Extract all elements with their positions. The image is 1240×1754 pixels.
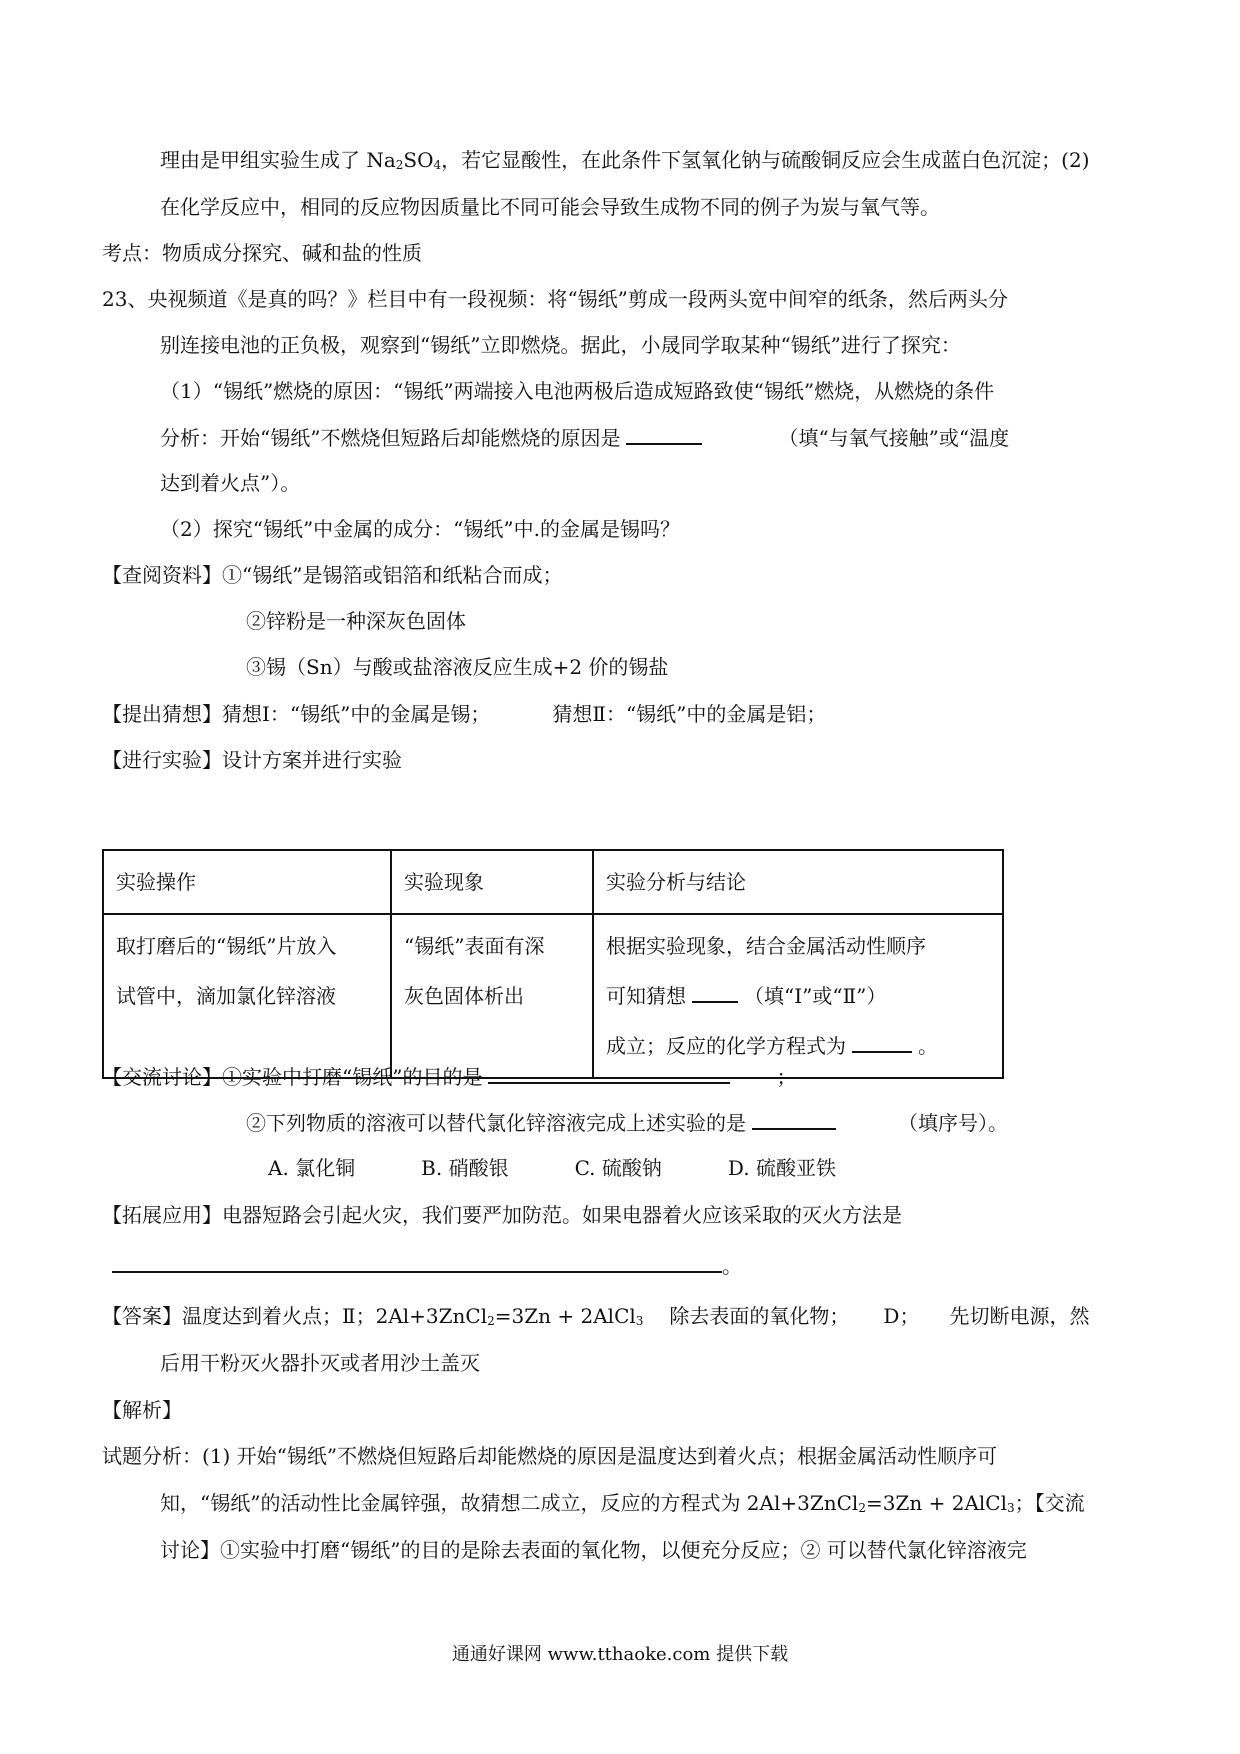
option-b: B. 硝酸银 [421,1156,509,1180]
text-line: 理由是甲组实验生成了 $Na_2SO_4$，若它显酸性，在此条件下氢氧化钠与硫酸铜反应会生成蓝白色沉淀；(2) [160,148,1090,172]
table-header-cell: 实验分析与结论 [593,850,1003,914]
text-line: 【交流讨论】①实验中打磨“锡纸”的目的是 ； [102,1062,796,1091]
kaodian-line: 考点：物质成分探究、碱和盐的性质 [102,241,422,265]
answer-line: 【答案】温度达到着火点；Ⅱ；2Al+3ZnCl$_2$=3Zn + 2AlCl$_3$ 除去表面的氧化物； D； 先切断电源，然 [102,1304,1090,1328]
text-line: 后用干粉灭火器扑灭或者用沙土盖灭 [160,1351,480,1375]
text-line: 【解析】 [102,1398,182,1422]
text-line: 在化学反应中，相同的反应物因质量比不同可能会导致生成物不同的例子为炭与氧气等。 [160,195,940,219]
table-header-row [103,850,1003,914]
table-cell-conclusion: 根据实验现象，结合金属活动性顺序 可知猜想 （填“Ⅰ”或“Ⅱ”） 成立；反应的化学方程式为 。 [593,914,1003,1078]
table-cell-operation: 取打磨后的“锡纸”片放入 试管中，滴加氯化锌溶液 [103,914,391,1078]
experiment-table [102,849,1004,1079]
table-header-cell: 实验操作 [103,850,391,914]
text-line: 【提出猜想】猜想Ⅰ：“锡纸”中的金属是锡； 猜想Ⅱ：“锡纸”中的金属是铝； [102,702,827,726]
table-row [103,914,1003,1078]
text-line: ③锡（Sn）与酸或盐溶液反应生成+2 价的锡盐 [246,655,669,679]
text-line: （1）“锡纸”燃烧的原因：“锡纸”两端接入电池两极后造成短路致使“锡纸”燃烧，从燃烧的条件 [160,379,995,403]
text-line: 达到着火点”）。 [160,471,301,495]
answer-blank[interactable] [692,981,738,1003]
text-line: 【进行实验】设计方案并进行实验 [102,748,402,772]
text-line: （2）探究“锡纸”中金属的成分：“锡纸”中.的金属是锡吗？ [160,517,680,541]
answer-blank[interactable] [752,1108,836,1130]
answer-blank[interactable] [626,423,702,445]
answer-blank[interactable] [852,1031,912,1053]
text-line: 分析：开始“锡纸”不燃烧但短路后却能燃烧的原因是 （填“与氧气接触”或“温度 [160,423,1009,452]
text-line: 知，“锡纸”的活动性比金属锌强，故猜想二成立，反应的方程式为 2Al+3ZnCl$_2$=3Zn + 2AlCl$_3$；【交流 [160,1491,1085,1515]
text-line: ②锌粉是一种深灰色固体 [246,609,466,633]
text-line: 【拓展应用】电器短路会引起火灾，我们要严加防范。如果电器着火应该采取的灭火方法是 [102,1203,902,1227]
option-c: C. 硫酸钠 [574,1156,662,1180]
option-a: A. 氯化铜 [268,1156,356,1180]
text-line: 试题分析：(1) 开始“锡纸”不燃烧但短路后却能燃烧的原因是温度达到着火点；根据金属活动性顺序可 [102,1444,998,1468]
option-d: D. 硫酸亚铁 [727,1156,836,1180]
answer-blank[interactable] [488,1062,730,1084]
table-cell-phenomenon: “锡纸”表面有深 灰色固体析出 [391,914,593,1078]
text-line: 【查阅资料】①“锡纸”是锡箔或铝箔和纸粘合而成； [102,563,563,587]
table-header-cell: 实验现象 [391,850,593,914]
question-23-line: 23、央视频道《是真的吗？》栏目中有一段视频：将“锡纸”剪成一段两头宽中间窄的纸条，然后两头分 [102,287,1008,311]
text-line: ②下列物质的溶液可以替代氯化锌溶液完成上述实验的是 （填序号）。 [246,1108,1008,1137]
text-line: 别连接电池的正负极，观察到“锡纸”立即燃烧。据此，小晟同学取某种“锡纸”进行了探究： [160,333,961,357]
answer-blank[interactable] [112,1251,722,1273]
options-line [268,1154,836,1182]
text-line: 讨论】①实验中打磨“锡纸”的目的是除去表面的氧化物，以便充分反应；② 可以替代氯化锌溶液完 [160,1538,1027,1562]
page-footer: 通通好课网 www.tthaoke.com 提供下载 [451,1644,789,1665]
text-line: 。 [112,1251,742,1280]
